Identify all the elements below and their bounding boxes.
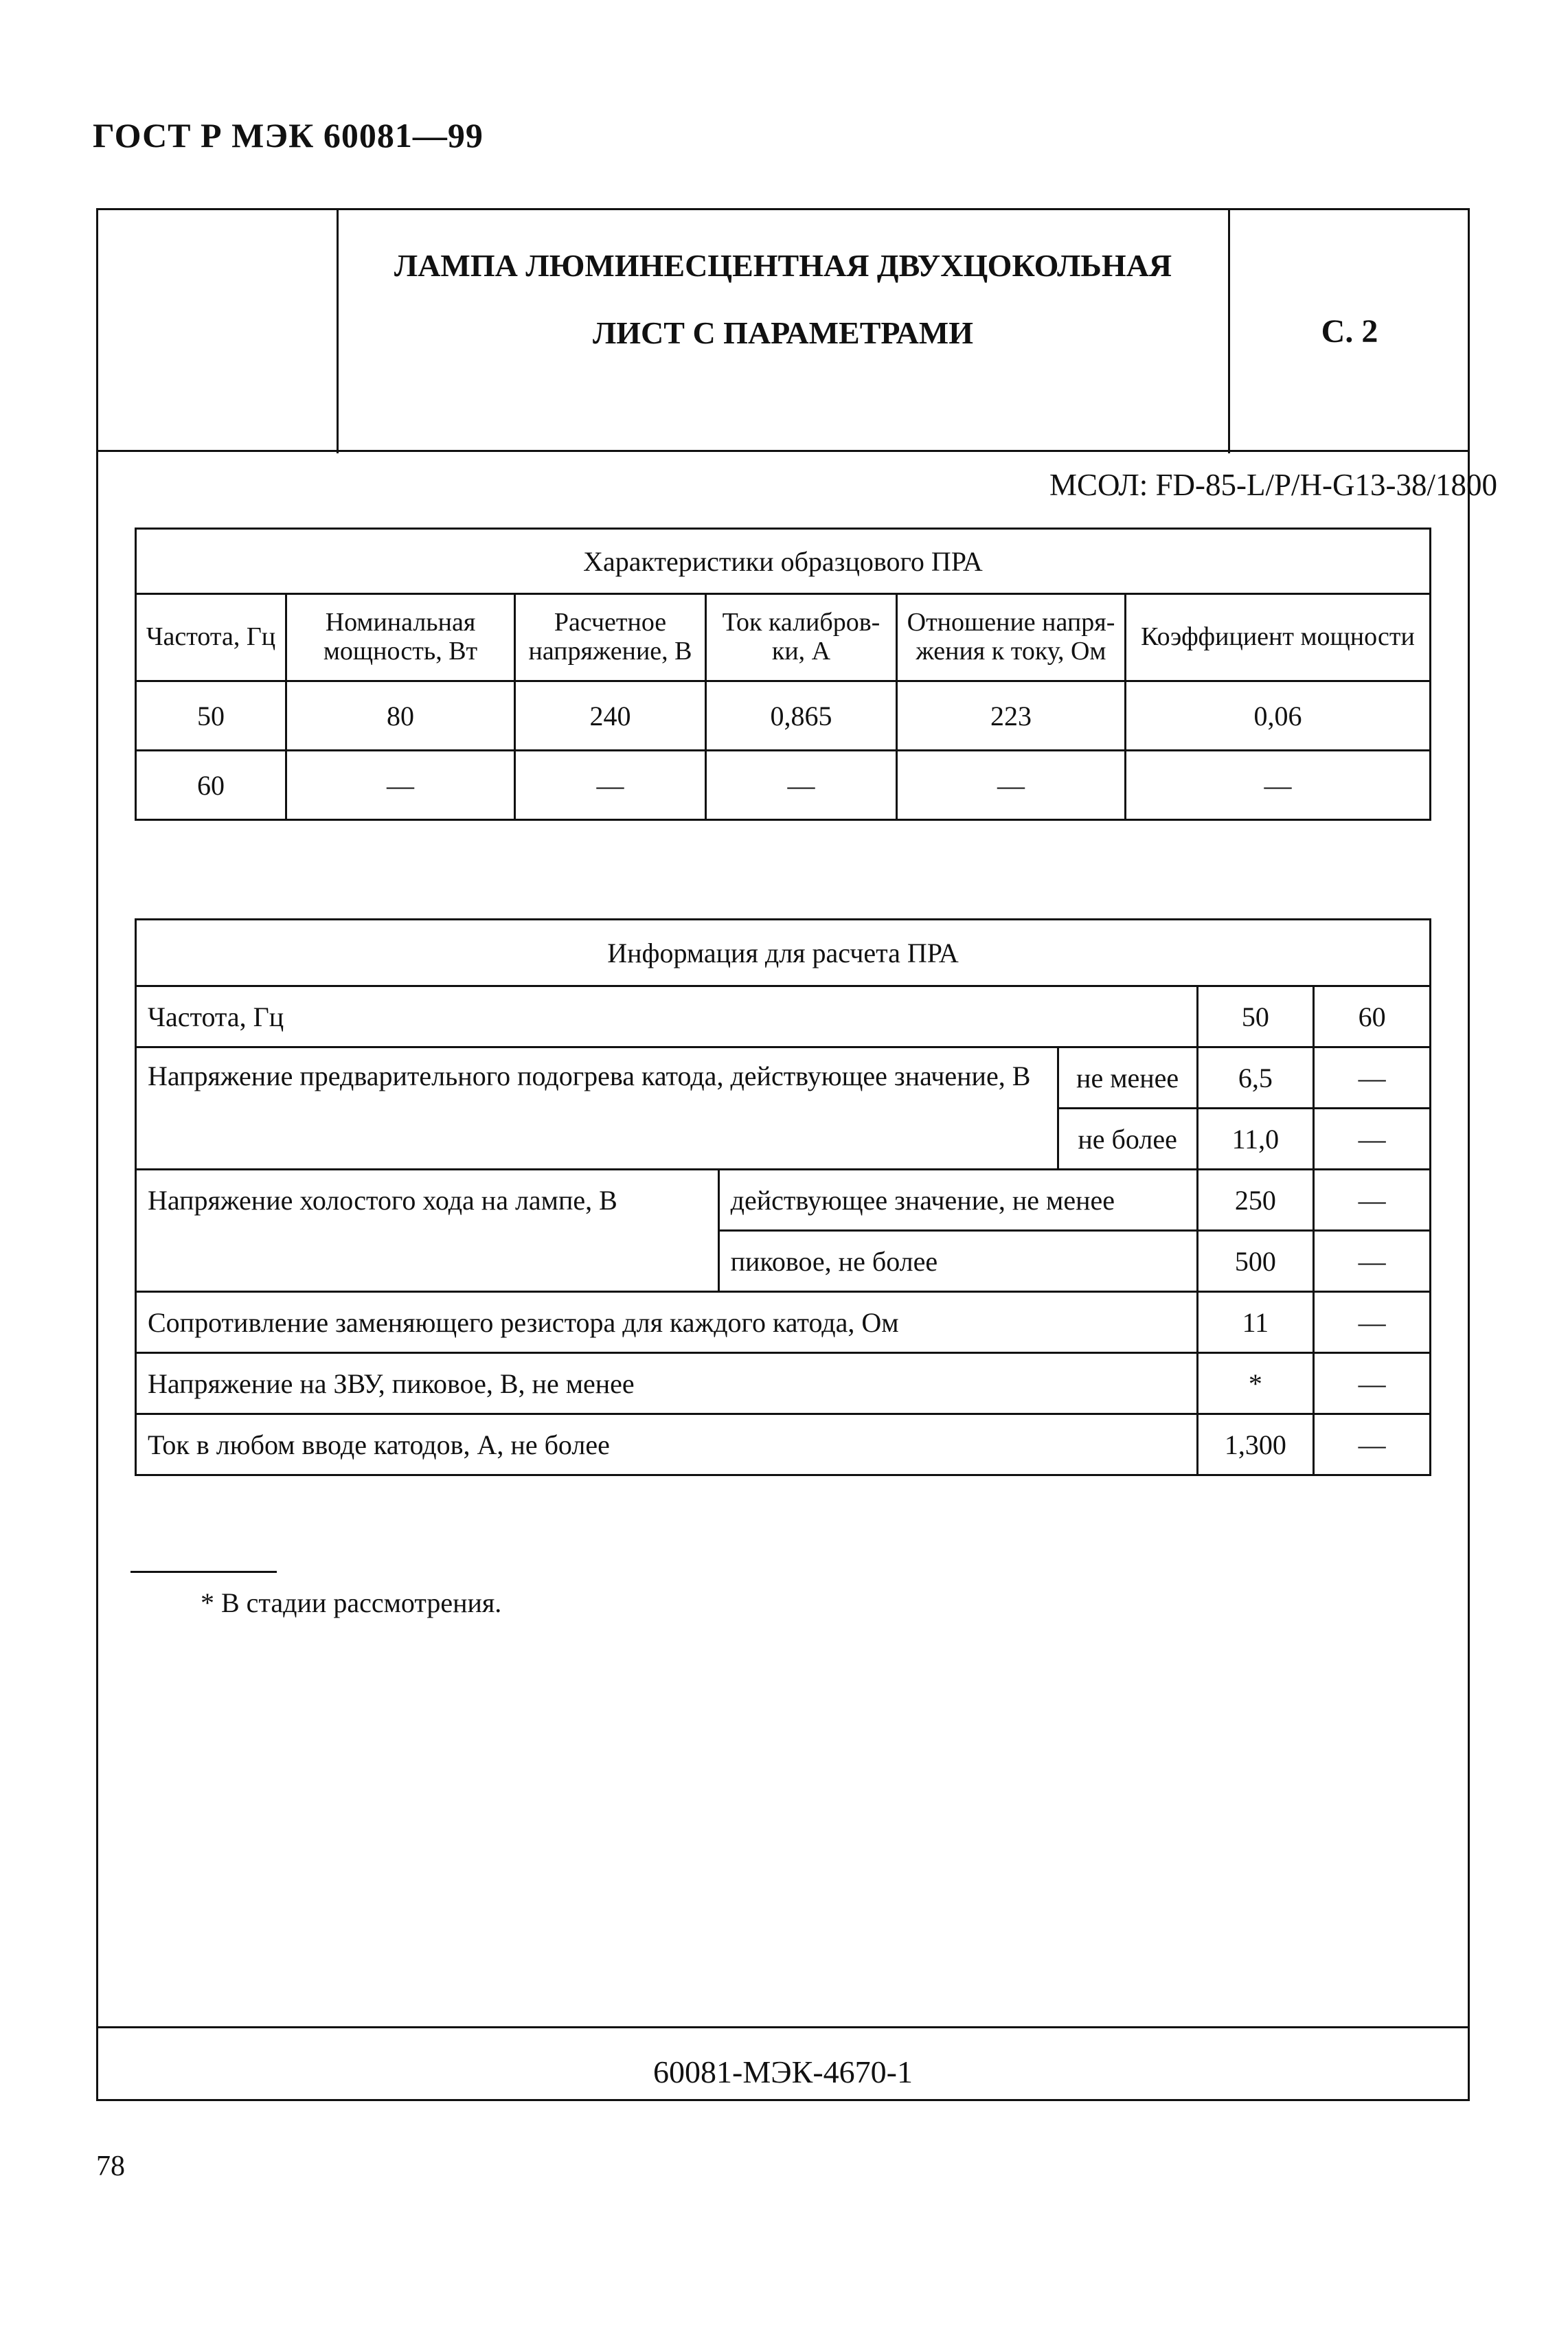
document-subtitle: ЛИСТ С ПАРАМЕТРАМИ — [592, 315, 974, 350]
table-cell: — — [897, 751, 1126, 820]
sub-label: действующее значение, не менее — [718, 1170, 1197, 1231]
sheet-id: 60081-МЭК-4670-1 — [653, 2054, 913, 2089]
row-label: Ток в любом вводе катодов, А, не более — [136, 1414, 1198, 1475]
table-cell: — — [706, 751, 897, 820]
table-cell: 223 — [897, 681, 1126, 751]
table-cell: — — [1314, 1109, 1431, 1170]
title-bottom-line — [96, 450, 1470, 452]
column-header: Коэффициент мощности — [1126, 594, 1431, 681]
footer-divider — [96, 2026, 1470, 2028]
table-cell: 500 — [1197, 1231, 1314, 1292]
column-header: Частота, Гц — [136, 594, 286, 681]
table-cell: 0,06 — [1126, 681, 1431, 751]
table-cell: — — [1314, 1292, 1431, 1353]
table-cell: — — [1314, 1231, 1431, 1292]
sheet-page: С. 2 — [1321, 313, 1378, 350]
mcol-designation: МСОЛ: FD-85-L/P/H-G13-38/1800 — [1049, 468, 1497, 502]
table-cell: 80 — [286, 681, 515, 751]
column-header: Расчетное напряжение, В — [515, 594, 706, 681]
standard-code: ГОСТ Р МЭК 60081—99 — [93, 116, 484, 155]
table-cell: — — [1314, 1170, 1431, 1231]
column-header: Отношение напря-жения к току, Ом — [897, 594, 1126, 681]
table-cell: — — [1314, 1353, 1431, 1414]
table-cell: 6,5 — [1197, 1047, 1314, 1109]
row-label: Напряжение предварительного подогрева катода, действующее значение, В — [136, 1047, 1058, 1170]
table-cell: 60 — [136, 751, 286, 820]
reference-ballast-table — [135, 528, 1431, 821]
document-title: ЛАМПА ЛЮМИНЕСЦЕНТНАЯ ДВУХЦОКОЛЬНАЯ — [394, 248, 1172, 283]
table-row — [136, 1414, 1431, 1475]
table-cell: 60 — [1314, 986, 1431, 1047]
table-cell: 11,0 — [1197, 1109, 1314, 1170]
column-header: Ток калибров-ки, А — [706, 594, 897, 681]
table-row — [136, 681, 1431, 751]
row-label: Напряжение холостого хода на лампе, В — [136, 1170, 719, 1292]
table-row — [136, 1292, 1431, 1353]
table-cell: 1,300 — [1197, 1414, 1314, 1475]
table-cell: — — [1126, 751, 1431, 820]
table-cell: — — [286, 751, 515, 820]
sub-label: не более — [1058, 1109, 1197, 1170]
table-cell: * — [1197, 1353, 1314, 1414]
row-label: Частота, Гц — [136, 986, 1198, 1047]
row-label: Сопротивление заменяющего резистора для каждого катода, Ом — [136, 1292, 1198, 1353]
table-cell: 50 — [1197, 986, 1314, 1047]
table-row — [136, 986, 1431, 1047]
table-cell: — — [515, 751, 706, 820]
table-row — [136, 1353, 1431, 1414]
table-row — [136, 1170, 1431, 1231]
row-label: Напряжение на ЗВУ, пиковое, В, не менее — [136, 1353, 1198, 1414]
table-row — [136, 1047, 1431, 1109]
table-cell: 11 — [1197, 1292, 1314, 1353]
table-caption: Характеристики образцового ПРА — [136, 529, 1431, 594]
sub-label: не менее — [1058, 1047, 1197, 1109]
table-caption: Информация для расчета ПРА — [136, 920, 1431, 986]
table-cell: 240 — [515, 681, 706, 751]
ballast-design-info-table — [135, 918, 1431, 1476]
table-cell: 250 — [1197, 1170, 1314, 1231]
sub-label: пиковое, не более — [718, 1231, 1197, 1292]
table-cell: — — [1314, 1047, 1431, 1109]
page-number: 78 — [96, 2151, 125, 2182]
footnote-separator — [130, 1571, 277, 1573]
table-cell: 0,865 — [706, 681, 897, 751]
table-cell: — — [1314, 1414, 1431, 1475]
column-header: Номинальная мощность, Вт — [286, 594, 515, 681]
table-row — [136, 751, 1431, 820]
table-cell: 50 — [136, 681, 286, 751]
footnote: * В стадии рассмотрения. — [201, 1587, 502, 1618]
